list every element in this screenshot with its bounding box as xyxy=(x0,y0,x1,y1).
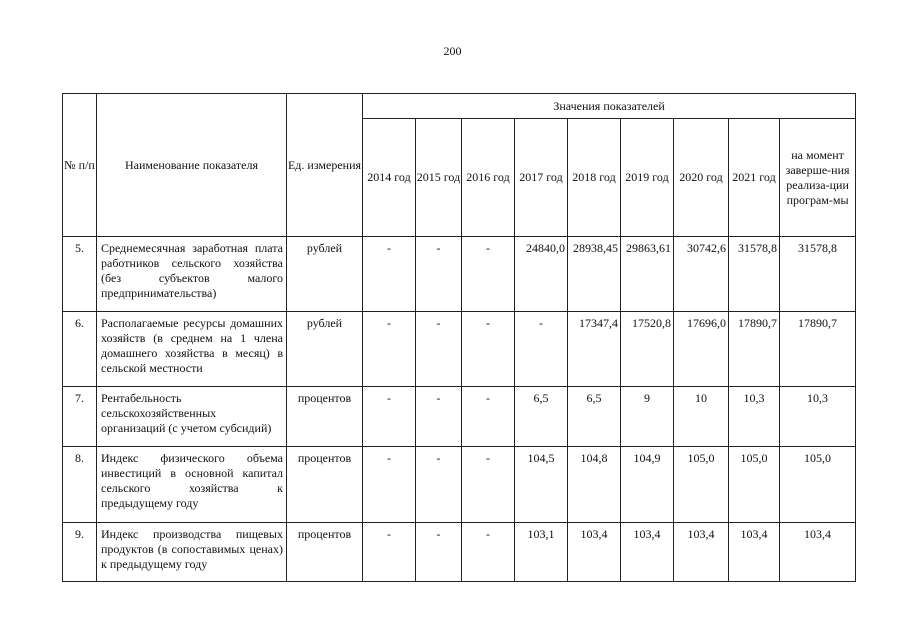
row-value: - xyxy=(416,447,462,523)
header-final: на момент заверше-ния реализа-ции програм-мы xyxy=(780,119,856,237)
header-row-group xyxy=(63,94,856,119)
header-unit: Ед. измерения xyxy=(287,94,363,237)
row-unit: рублей xyxy=(287,237,363,312)
row-value: - xyxy=(363,447,416,523)
row-num: 7. xyxy=(63,387,97,447)
row-value: 103,1 xyxy=(515,523,568,582)
row-value: 104,8 xyxy=(568,447,621,523)
row-value: - xyxy=(462,447,515,523)
row-value: 6,5 xyxy=(568,387,621,447)
row-value: 31578,8 xyxy=(780,237,856,312)
row-num: 6. xyxy=(63,312,97,387)
row-value: 104,5 xyxy=(515,447,568,523)
header-year-2016: 2016 год xyxy=(462,119,515,237)
header-values-group: Значения показателей xyxy=(363,94,856,119)
header-year-2021: 2021 год xyxy=(729,119,780,237)
table-row xyxy=(63,523,856,582)
row-value: 105,0 xyxy=(674,447,729,523)
row-name: Индекс производства пищевых продуктов (в сопоставимых ценах) к предыдущему году xyxy=(97,523,287,582)
indicators-table xyxy=(62,93,856,582)
row-value: 103,4 xyxy=(780,523,856,582)
row-value: - xyxy=(363,387,416,447)
row-value: - xyxy=(515,312,568,387)
row-value: - xyxy=(416,237,462,312)
table-row xyxy=(63,447,856,523)
row-value: - xyxy=(416,523,462,582)
header-year-2014: 2014 год xyxy=(363,119,416,237)
header-year-2019: 2019 год xyxy=(621,119,674,237)
header-year-2015: 2015 год xyxy=(416,119,462,237)
row-value: 24840,0 xyxy=(515,237,568,312)
row-value: 29863,61 xyxy=(621,237,674,312)
header-year-2018: 2018 год xyxy=(568,119,621,237)
row-value: 17890,7 xyxy=(729,312,780,387)
row-num: 8. xyxy=(63,447,97,523)
row-value: 103,4 xyxy=(729,523,780,582)
row-value: 17890,7 xyxy=(780,312,856,387)
row-value: 103,4 xyxy=(674,523,729,582)
row-value: - xyxy=(416,387,462,447)
header-name: Наименование показателя xyxy=(97,94,287,237)
row-value: 9 xyxy=(621,387,674,447)
row-value: - xyxy=(416,312,462,387)
row-value: 103,4 xyxy=(568,523,621,582)
row-unit: процентов xyxy=(287,447,363,523)
row-value: 105,0 xyxy=(780,447,856,523)
row-value: - xyxy=(462,237,515,312)
page-number: 200 xyxy=(443,44,462,58)
row-value: 10,3 xyxy=(729,387,780,447)
row-value: 105,0 xyxy=(729,447,780,523)
row-value: 10,3 xyxy=(780,387,856,447)
row-value: - xyxy=(462,523,515,582)
row-name: Располагаемые ресурсы домашних хозяйств (в среднем на 1 члена домашнего хозяйства в месяц) в сельской местности xyxy=(97,312,287,387)
row-unit: процентов xyxy=(287,387,363,447)
header-num: № п/п xyxy=(63,94,97,237)
row-name: Рентабельность сельскохозяйственных организаций (с учетом субсидий) xyxy=(97,387,287,447)
row-name: Индекс физического объема инвестиций в основной капитал сельского хозяйства к предыдущему году xyxy=(97,447,287,523)
row-value: 28938,45 xyxy=(568,237,621,312)
table-row xyxy=(63,387,856,447)
row-value: - xyxy=(363,237,416,312)
row-value: 17696,0 xyxy=(674,312,729,387)
row-value: 103,4 xyxy=(621,523,674,582)
header-year-2020: 2020 год xyxy=(674,119,729,237)
row-value: - xyxy=(363,312,416,387)
row-value: 17347,4 xyxy=(568,312,621,387)
row-num: 9. xyxy=(63,523,97,582)
row-value: 30742,6 xyxy=(674,237,729,312)
row-num: 5. xyxy=(63,237,97,312)
row-unit: рублей xyxy=(287,312,363,387)
row-value: 31578,8 xyxy=(729,237,780,312)
row-value: - xyxy=(363,523,416,582)
row-value: - xyxy=(462,312,515,387)
row-value: 10 xyxy=(674,387,729,447)
row-name: Среднемесячная заработная плата работников сельского хозяйства (без субъектов малого предпринимательства) xyxy=(97,237,287,312)
row-value: 104,9 xyxy=(621,447,674,523)
row-unit: процентов xyxy=(287,523,363,582)
row-value: - xyxy=(462,387,515,447)
row-value: 17520,8 xyxy=(621,312,674,387)
row-value: 6,5 xyxy=(515,387,568,447)
header-year-2017: 2017 год xyxy=(515,119,568,237)
table-row xyxy=(63,237,856,312)
table-row xyxy=(63,312,856,387)
